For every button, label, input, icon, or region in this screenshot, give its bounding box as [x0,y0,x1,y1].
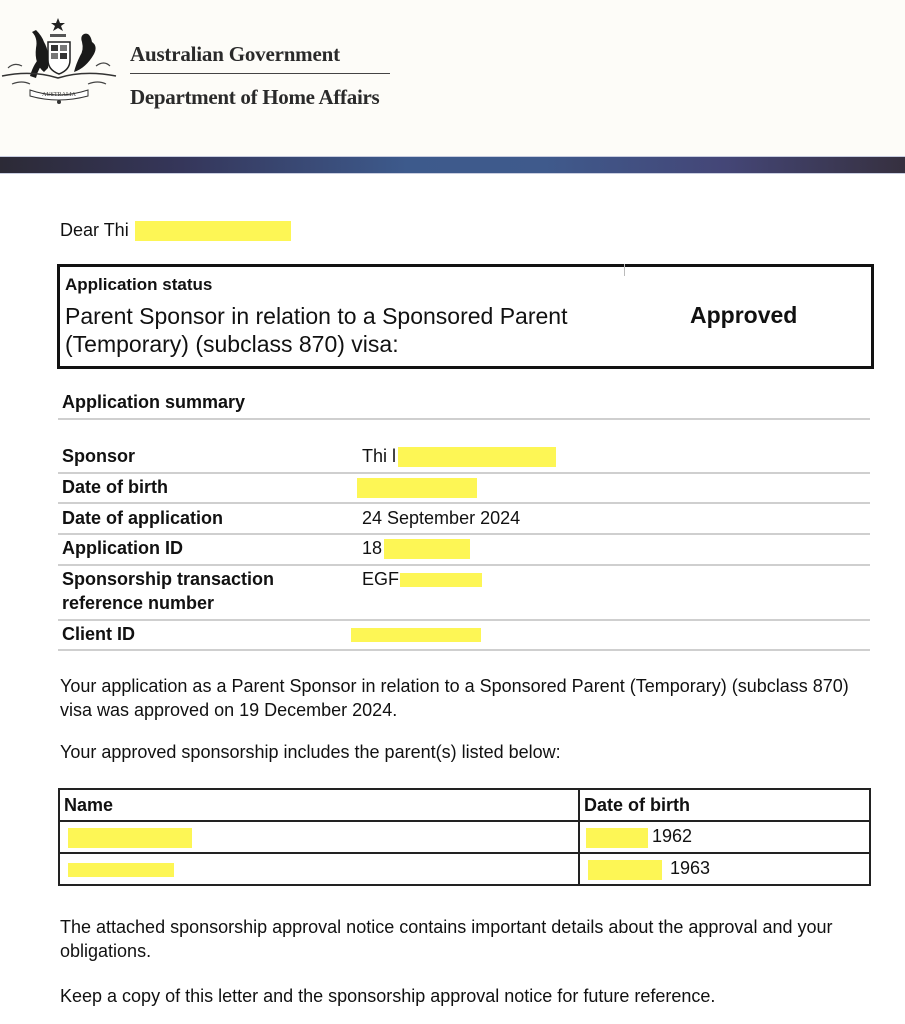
header-band [0,156,905,174]
parent-dob-text: 1963 [670,858,711,879]
summary-title: Application summary [62,392,246,412]
status-result: Approved [690,302,798,328]
summary-value-sponsor [362,444,556,468]
table-header-row [59,789,870,821]
redaction-mark [384,539,470,559]
summary-key-dob: Date of birth [62,477,168,497]
summary-key-application-id: Application ID [62,538,183,558]
status-label: Application status [65,275,213,294]
summary-divider [58,649,870,651]
summary-value-date-of-application: 24 September 2024 [362,508,521,528]
parent-name-cell [59,821,579,853]
letterhead [0,0,905,157]
redaction-mark [586,828,648,848]
table-row [59,853,870,885]
coat-of-arms-icon [0,14,118,104]
parent-dob-cell [579,853,870,885]
redaction-mark [588,860,662,880]
redaction-mark [351,628,481,642]
summary-divider [58,472,870,474]
greeting [60,220,291,241]
column-header-dob: Date of birth [579,789,870,821]
parent-dob-text: 1962 [652,826,693,847]
parents-table [58,788,871,886]
sponsor-value-text: Thi l [362,446,397,466]
summary-value-transaction-ref [362,567,482,591]
summary-divider [58,502,870,504]
crest-motto: AUSTRALIA [42,92,76,98]
summary-value-application-id [362,536,470,560]
column-header-name: Name [59,789,579,821]
redaction-mark [135,221,291,241]
transaction-ref-text: EGF [362,569,400,589]
summary-divider [58,619,870,621]
table-row [59,821,870,853]
summary-divider [58,418,870,420]
summary-value-client-id [351,622,481,646]
parent-name-cell [59,853,579,885]
summary-divider [58,533,870,535]
application-id-text: 18 [362,538,383,558]
notice-paragraph: The attached sponsorship approval notice contains important details about the approval and your obligations. [60,917,833,961]
summary-key-sponsor: Sponsor [62,446,136,466]
greeting-text: Dear Thi [60,220,129,240]
summary-key-date-of-application: Date of application [62,508,224,528]
redaction-mark [68,863,174,877]
summary-key-transaction-ref: Sponsorship transaction reference number [62,569,275,613]
summary-divider [58,564,870,566]
parents-intro: Your approved sponsorship includes the parent(s) listed below: [60,742,561,762]
redaction-mark [400,573,482,587]
parent-dob-cell [579,821,870,853]
approval-paragraph: Your application as a Parent Sponsor in relation to a Sponsored Parent (Temporary) (subclass 870) visa was approved on 19 December 2024. [60,676,849,720]
status-description: Parent Sponsor in relation to a Sponsored Parent (Temporary) (subclass 870) visa: [65,303,568,357]
redaction-mark [357,478,477,498]
government-name: Australian Government [130,42,340,66]
application-status-box [57,264,874,369]
department-name: Department of Home Affairs [130,85,380,109]
redaction-mark [68,828,192,848]
summary-key-client-id: Client ID [62,624,136,644]
summary-value-dob [357,475,477,499]
redaction-mark [398,447,556,467]
status-divider [624,264,625,276]
header-rule [130,73,390,74]
keep-copy-paragraph: Keep a copy of this letter and the sponsorship approval notice for future reference. [60,986,716,1006]
